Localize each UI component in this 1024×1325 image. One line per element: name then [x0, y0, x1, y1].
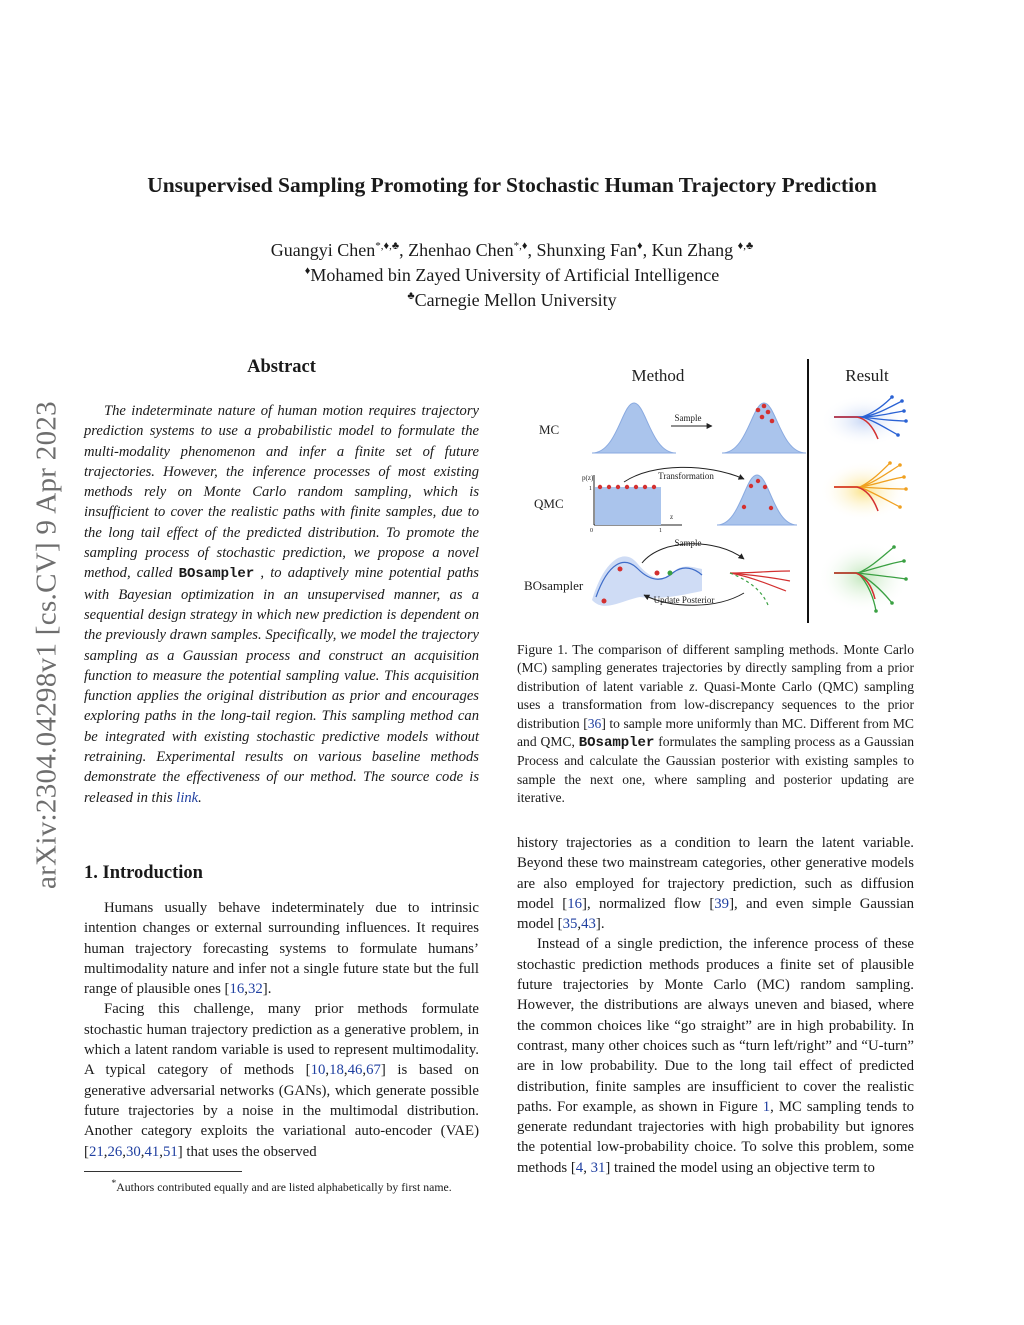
abstract-heading: Abstract [247, 357, 316, 377]
row-label-mc: MC [539, 422, 560, 437]
figure-reference[interactable]: 1 [762, 1098, 771, 1115]
author-marks: *,♦ [513, 240, 528, 252]
citation-link[interactable]: 43 [581, 916, 596, 933]
axis-label-pz: p(z) [582, 474, 594, 482]
affiliation: ♦Mohamed bin Zayed University of Artificial Intelligence [304, 265, 720, 285]
citation-link[interactable]: 16 [229, 981, 245, 998]
citation-link[interactable]: 16 [567, 895, 583, 912]
axis-tick-one-x: 1 [659, 528, 662, 534]
paper-title: Unsupervised Sampling Promoting for Stochastic Human Trajectory Prediction [147, 173, 877, 197]
axis-tick-zero: 0 [590, 528, 593, 534]
affiliation-mark: ♣ [407, 290, 415, 302]
citation-link[interactable]: 31 [590, 1159, 606, 1176]
section-heading: 1. Introduction [84, 863, 203, 883]
gaussian-prior-shape [592, 403, 676, 453]
arxiv-sidebar [30, 360, 64, 930]
citation-link[interactable]: 41 [144, 1143, 160, 1160]
author-name: Shunxing Fan [536, 240, 637, 260]
citation-link[interactable]: 51 [162, 1143, 178, 1160]
bo-sample-arrow-label: Sample [674, 538, 702, 548]
bo-observed-point [618, 567, 623, 572]
footnote: *Authors contributed equally and are listed alphabetically by first name. [111, 1178, 452, 1194]
footnote-rule [84, 1171, 242, 1172]
row-label-bosampler: BOsampler [524, 578, 584, 593]
figure-1 [512, 355, 922, 625]
method-name: BOsampler [578, 735, 655, 752]
paragraph: Humans usually behave indeterminately due to intrinsic intention changes or external surrounding influences. It requires human trajectory forecasting systems to formulate humans’ multimodality nature and infer not a single future state but the full range of plausible ones [16,32]. [84, 900, 479, 998]
citation-link[interactable]: 10 [310, 1062, 326, 1079]
bo-sampled-trajectories [730, 571, 790, 591]
paragraph: Facing this challenge, many prior methods formulate stochastic human trajectory prediction as a generative problem, in which a latent random variable is used to represent multimodality. A typical category of methods [10,18,46,67] is based on generative adversarial networks (GANs), which generate possible future trajectories by a noise in the multimodal distribution. Another category exploits the variational auto-encoder (VAE) [21,26,30,41,51] that uses the observed [84, 1001, 479, 1160]
paragraph: Instead of a single prediction, the inference process of these stochastic prediction methods produces a finite set of plausible future trajectories by Monte Carlo (MC) random sampling. However, the distributions are always uneven and biased, where the common choices like “go straight” are in high probability. In contrast, many other choices such as “turn left/right” and “U-turn” are in low probability. Due to the long tail effect of predicted distribution, finite samples are insufficient to cover the realistic paths. For example, as shown in Figure 1, MC sampling tends to generate redundant trajectories with high probability but ignores the potential low-probability choice. To solve this problem, some methods [4, 31] trained the model using an objective term to [517, 936, 914, 1176]
bo-observed-point [655, 571, 660, 576]
citation-link[interactable]: 46 [347, 1062, 363, 1079]
figure-caption: Figure 1. The comparison of different sampling methods. Monte Carlo (MC) sampling generates trajectories by directly sampling from a prior distribution of latent variable z. Quasi-Monte Carlo (QMC) sampling uses a transformation from low-discrepancy sequences to the prior distribution [36] to sample more uniformly than MC. Different from MC and QMC, BOsampler formulates the sampling process as a Gaussian Process and calculate the Gaussian posterior with existing samples to sample the next one, where sampling and posterior updating are iterative. [517, 642, 915, 806]
result-column-header: Result [845, 366, 889, 385]
bo-observed-point [602, 599, 607, 604]
abstract-text: The indeterminate nature of human motion requires trajectory prediction systems to use a probabilistic model to formulate the multi-modality phenomenon and infer a finite set of future trajectories. However, the inference processes of most existing methods rely on Monte Carlo random sampling, which is insufficient to cover the realistic paths with finite samples, due to the long tail effect of the predicted distribution. To promote the sampling process of stochastic prediction, we propose a novel method, called BOsampler , to adaptively mine potential paths with Bayesian optimization in an unsupervised manner, as a sequential design strategy in which new prediction is dependent on the previously drawn samples. Specifically, we model the trajectory sampling as a Gaussian process and construct an acquisition function to measure the potential sampling value. This acquisition function applies the original distribution as prior and encourages exploring paths in the long-tail region. This sampling method can be integrated with existing stochastic predictive models without retraining. Experimental results on various baseline methods demonstrate the effectiveness of our method. The source code is released in this link. [84, 403, 479, 806]
author-name: Kun Zhang [651, 240, 734, 260]
method-name: BOsampler [178, 566, 255, 583]
author-name: Guangyi Chen [270, 240, 376, 260]
code-link[interactable]: link [176, 789, 199, 806]
citation-link[interactable]: 36 [587, 715, 602, 731]
latent-variable: z [689, 678, 695, 694]
citation-link[interactable]: 26 [107, 1143, 123, 1160]
affiliation: ♣Carnegie Mellon University [407, 290, 617, 310]
affiliation-mark: ♦ [304, 265, 311, 277]
citation-link[interactable]: 67 [366, 1062, 381, 1079]
paragraph: history trajectories as a condition to learn the latent variable. Beyond these two mainstream categories, other generative models are also employed for trajectory prediction, such as diffusion model [16], normalized flow [39], and even simple Gaussian model [35,43]. [517, 835, 914, 933]
citation-link[interactable]: 35 [562, 916, 578, 933]
bo-next-point [668, 571, 673, 576]
author-block [100, 238, 924, 313]
intro-text [84, 898, 479, 1162]
arxiv-identifier: arXiv:2304.04298v1 [cs.CV] 9 Apr 2023 [30, 401, 63, 889]
author-list: Guangyi Chen*,♦,♣, Zhenhao Chen*,♦, Shunxing Fan♦, Kun Zhang ♦,♣ [270, 240, 754, 260]
citation-link[interactable]: 39 [714, 895, 730, 912]
citation-link[interactable]: 30 [125, 1143, 141, 1160]
sample-arrow-label: Sample [674, 413, 702, 423]
citation-link[interactable]: 18 [329, 1062, 344, 1079]
right-column-text [517, 833, 914, 1178]
citation-link[interactable]: 21 [88, 1143, 104, 1160]
uniform-distribution-shape [595, 487, 661, 525]
gaussian-sampled-shape [722, 403, 806, 453]
citation-link[interactable]: 4 [575, 1159, 584, 1176]
author-marks: ♦ [636, 240, 643, 252]
citation-link[interactable]: 32 [247, 981, 263, 998]
method-column-header: Method [631, 366, 685, 385]
update-posterior-label: Update Posterior [653, 595, 715, 605]
transformation-arrow-label: Transformation [658, 471, 714, 481]
footnote-mark: * [111, 1178, 117, 1189]
axis-label-z: z [670, 513, 674, 521]
author-marks: ♦,♣ [737, 240, 754, 252]
axis-tick-one: 1 [589, 486, 592, 492]
author-marks: *,♦,♣ [375, 240, 400, 252]
author-name: Zhenhao Chen [408, 240, 514, 260]
row-label-qmc: QMC [534, 496, 564, 511]
